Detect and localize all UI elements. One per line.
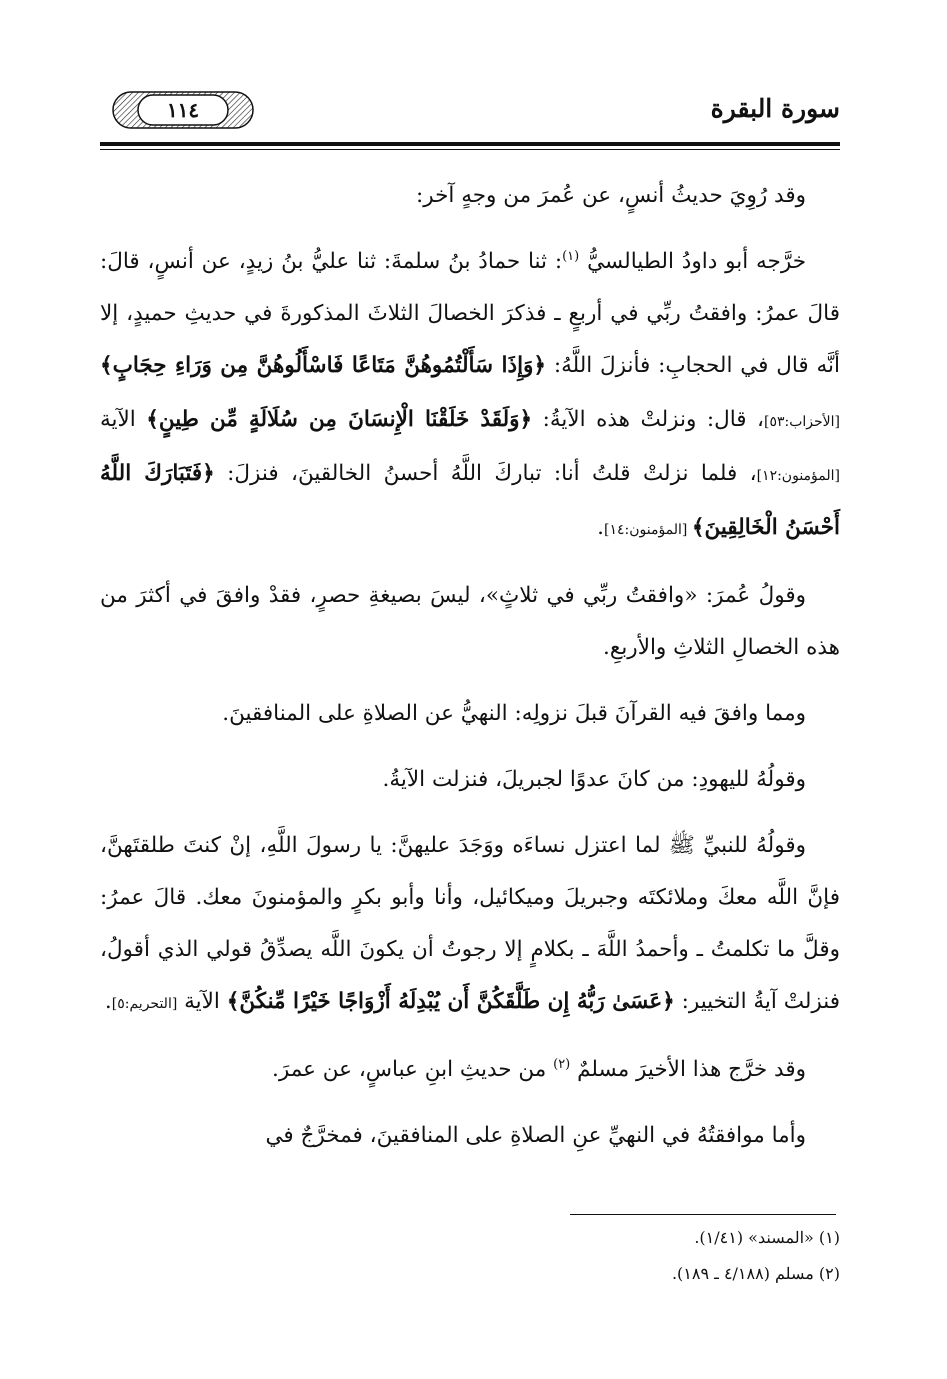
verse-reference: [الأحزاب:٥٣] (763, 414, 840, 430)
page-number-badge (112, 90, 254, 130)
page-number: ١١٤ (166, 98, 200, 122)
surah-title: سورة البقرة (710, 94, 840, 123)
text-run: وقولُ عُمرَ: «وافقتُ ربِّي في ثلاثٍ»، ليسَ بصيغةِ حصرٍ، فقدْ وافقَ في أكثرَ من هذه الخصالِ الثلاثِ والأربعِ. (100, 583, 840, 660)
text-run: ومما وافقَ فيه القرآنَ قبلَ نزولِه: النهيُّ عن الصلاةِ على المنافقينَ. (222, 701, 806, 726)
paragraph (100, 820, 840, 1030)
paragraph (100, 170, 840, 222)
footnote-separator (570, 1214, 836, 1215)
text-run: وقد خرَّج هذا الأخيرَ مسلمٌ (570, 1057, 806, 1082)
body-text (100, 170, 840, 1176)
text-run: الآية (177, 989, 227, 1014)
verse-reference: [المؤمنون:١٢] (756, 468, 840, 484)
footnote-marker: (٢) (553, 1056, 571, 1072)
quran-verse: ﴿فَتَبَارَكَ اللَّهُ أَحْسَنُ الْخَالِقِينَ﴾ (100, 461, 840, 540)
paragraph (100, 1044, 840, 1096)
header-rule-thick (100, 142, 840, 146)
text-run: . (104, 989, 112, 1014)
quran-verse: ﴿عَسَىٰ رَبُّهُ إِن طَلَّقَكُنَّ أَن يُبْدِلَهُ أَزْوَاجًا خَيْرًا مِّنكُنَّ﴾ (226, 989, 675, 1014)
text-run: ، قال: ونزلتْ هذه الآيةُ: (532, 407, 764, 432)
paragraph (100, 1110, 840, 1162)
verse-reference: [المؤمنون:١٤] (603, 522, 692, 538)
text-run: من حديثِ ابنِ عباسٍ، عن عمرَ. (272, 1057, 554, 1082)
paragraph (100, 688, 840, 740)
footnote-marker: (١) (562, 248, 580, 264)
text-run: وأما موافقتُهُ في النهيِّ عنِ الصلاةِ على المنافقينَ، فمخرَّجٌ في (265, 1123, 806, 1148)
footnote: (٢) مسلم (٤/١٨٨ ـ ١٨٩). (671, 1264, 840, 1283)
text-run: ، فلما نزلتْ قلتُ أنا: تباركَ اللَّهُ أحسنُ الخالقينَ، فنزلَ: (214, 461, 757, 486)
text-run: وقولُهُ لليهودِ: من كانَ عدوًا لجبريلَ، فنزلت الآيةُ. (382, 767, 806, 792)
footnote: (١) «المسند» (١/٤١). (694, 1228, 840, 1247)
text-run: . (597, 515, 604, 540)
text-run: الآية (100, 407, 147, 432)
text-run: خرَّجه أبو داودُ الطيالسيُّ (579, 249, 806, 274)
paragraph (100, 570, 840, 674)
header-rule-thin (100, 149, 840, 150)
verse-reference: [التحريم:٥] (111, 996, 178, 1012)
text-run: : ثنا حمادُ بنُ سلمةَ: ثنا عليُّ بنُ زيدٍ، عن أنسٍ، قالَ: قالَ عمرُ: وافقتُ ربِّي في أربعٍ ـ فذكرَ الخصالَ الثلاثَ المذكورةَ في حديثِ حميدٍ، إلا أنَّه قال في الحجابِ: فأنزلَ اللَّهُ: (100, 249, 840, 378)
paragraph (100, 236, 840, 556)
text-run: وقولُهُ للنبيِّ ﷺ لما اعتزل نساءَه ووَجَدَ عليهنَّ: يا رسولَ اللَّهِ، إنْ كنتَ طلقتَهنَّ، فإنَّ اللَّه معكَ وملائكتَه وجبريلَ وميكائيل، وأنا وأبو بكرٍ والمؤمنونَ معك. قالَ عمرُ: وقلَّ ما تكلمتُ ـ وأحمدُ اللَّهَ ـ بكلامٍ إلا رجوتُ أن يكونَ اللَّه يصدِّقُ قولي الذي أقولُ، فنزلتْ آيةُ التخيير: (100, 833, 840, 1014)
text-run: وقد رُوِيَ حديثُ أنسٍ، عن عُمرَ من وجهٍ آخر: (416, 183, 806, 208)
paragraph (100, 754, 840, 806)
quran-verse: ﴿وَإِذَا سَأَلْتُمُوهُنَّ مَتَاعًا فَاسْأَلُوهُنَّ مِن وَرَاءِ حِجَابٍ﴾ (100, 353, 547, 378)
footnotes (100, 1220, 840, 1292)
quran-verse: ﴿وَلَقَدْ خَلَقْنَا الْإِنسَانَ مِن سُلَالَةٍ مِّن طِينٍ﴾ (146, 407, 533, 432)
page-header (100, 88, 840, 140)
